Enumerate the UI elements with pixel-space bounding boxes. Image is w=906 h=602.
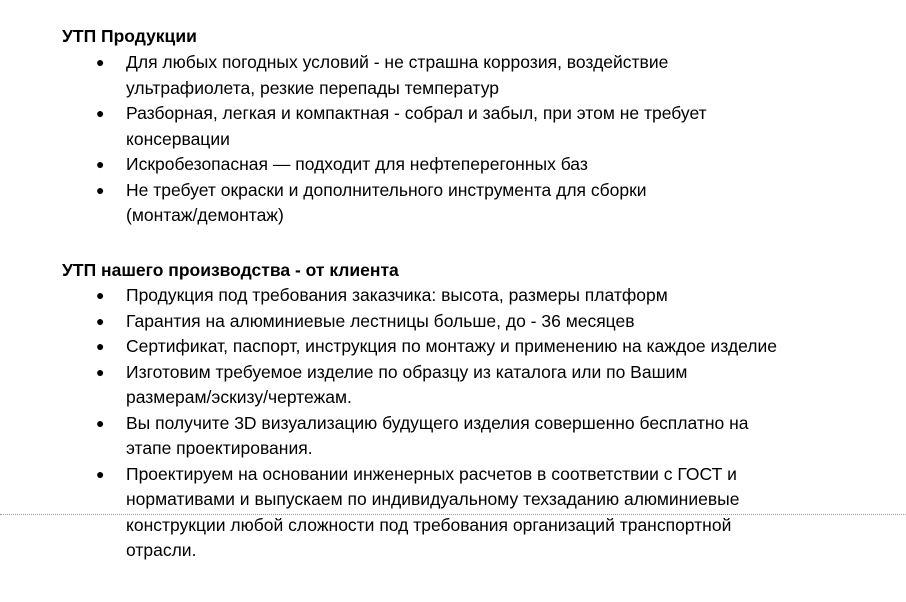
bullet-icon: ●	[96, 181, 105, 198]
list-item-text: Не требует окраски и дополнительного инструмента для сборки (монтаж/демонтаж)	[126, 179, 647, 225]
list-item-text: Сертификат, паспорт, инструкция по монтажу и применению на каждое изделие	[126, 336, 778, 356]
list-item-text: Гарантия на алюминиевые лестницы больше, до - 36 месяцев	[126, 310, 635, 331]
list-item-text: Вы получите 3D визуализацию будущего изделия совершенно бесплатно на этапе проектирования.	[126, 412, 749, 458]
list-item-text: Для любых погодных условий - не страшна коррозия, воздействие ультрафиолета, резкие перепады температур	[126, 52, 669, 98]
production-usp-list	[0, 283, 906, 564]
list-item-text: Продукция под требования заказчика: высота, размеры платформ	[126, 285, 668, 305]
list-item	[0, 101, 906, 152]
bullet-icon: ●	[96, 414, 105, 431]
list-item-text: Разборная, легкая и компактная - собрал и забыл, при этом не требует консервации	[126, 103, 707, 149]
list-item-text: Изготовим требуемое изделие по образцу из каталога или по Вашим размерам/эскизу/чертежам.	[126, 361, 688, 407]
list-item-text: Проектируем на основании инженерных расчетов в соответствии с ГОСТ и нормативами и выпускаем по индивидуальному техзаданию алюминиевые конструкции любой сложности под требования организаций транспортной отрасли.	[126, 463, 740, 560]
bullet-icon: ●	[96, 105, 105, 121]
bullet-icon: ●	[96, 54, 105, 70]
list-item	[0, 334, 906, 360]
list-item	[0, 50, 906, 101]
list-item-text: Искробезопасная — подходит для нефтеперегонных баз	[126, 154, 588, 174]
bullet-icon: ●	[96, 312, 105, 329]
products-usp-list	[0, 50, 906, 229]
list-item	[0, 283, 906, 309]
bullet-icon: ●	[96, 287, 105, 303]
list-item	[0, 411, 906, 462]
page-break-divider	[0, 514, 906, 515]
bullet-icon: ●	[96, 156, 105, 172]
bullet-icon: ●	[96, 363, 105, 380]
section-title-production: УТП нашего производства - от клиента	[62, 260, 399, 280]
section-title-products: УТП Продукции	[62, 26, 197, 46]
list-item	[0, 360, 906, 411]
list-item	[0, 462, 906, 564]
list-item	[0, 152, 906, 178]
list-item	[0, 309, 906, 335]
bullet-icon: ●	[96, 338, 105, 354]
bullet-icon: ●	[96, 465, 105, 482]
list-item	[0, 178, 906, 229]
